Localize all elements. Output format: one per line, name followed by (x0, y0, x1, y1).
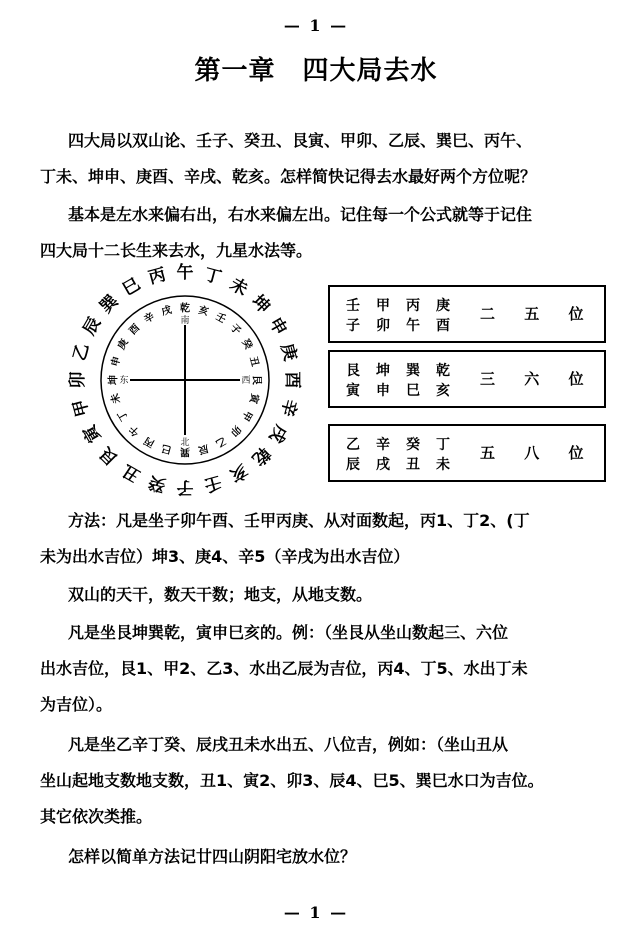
paragraph-line: 凡是坐艮坤巽乾，寅申巳亥的。例：（坐艮从坐山数起三、六位 (68, 623, 509, 642)
outer-ring-char: 壬 (201, 471, 224, 496)
inner-ring-char: 未 (109, 392, 124, 405)
compass-wheel-diagram (60, 255, 310, 505)
inner-ring-char: 艮 (250, 375, 262, 385)
paragraph-line: 怎样以简单方法记廿四山阴阳宅放水位？ (68, 847, 357, 866)
box-char: 乙 (346, 437, 360, 453)
box-char: 酉 (436, 318, 450, 334)
box-char: 巽 (406, 363, 420, 379)
paragraph-line: 其它依次类推。 (40, 807, 153, 826)
page-number-top: — 1 — (283, 16, 349, 35)
outer-ring-char: 巽 (96, 291, 123, 318)
box-char: 巳 (406, 383, 420, 399)
box-char: 戌 (376, 457, 390, 473)
paragraph-line: 丁未、坤申、庚酉、辛戌、乾亥。怎样简快记得去水最好两个方位呢？ (40, 167, 537, 186)
box-char: 壬 (346, 298, 360, 314)
direction-north: 北 (180, 438, 190, 448)
page-number-bottom: — 1 — (283, 903, 349, 922)
mountain-box (328, 285, 606, 343)
mountain-box (328, 350, 606, 408)
inner-ring-char: 丑 (246, 355, 261, 368)
box-result: 五 八 位 (480, 444, 596, 462)
inner-ring-char: 巳 (160, 441, 173, 456)
paragraph-line: 为吉位）。 (40, 695, 113, 714)
direction-east: 东 (119, 376, 129, 386)
outer-ring-char: 巳 (119, 274, 144, 301)
inner-ring-char: 午 (127, 422, 143, 438)
box-char: 子 (346, 318, 360, 334)
paragraph-line: 未为出水吉位）坤3、庚4、辛5（辛戌为出水吉位） (40, 547, 410, 566)
outer-ring-char: 丑 (119, 459, 144, 486)
inner-ring-char: 癸 (239, 337, 254, 352)
paragraph-line: 坐山起地支数地支数，丑1、寅2、卯3、辰4、巳5、巽巳水口为吉位。 (40, 771, 544, 790)
box-char: 丑 (406, 457, 420, 473)
box-result: 三 六 位 (480, 370, 596, 388)
outer-ring-char: 亥 (226, 459, 251, 486)
outer-ring-char: 辰 (79, 314, 106, 339)
outer-ring-char: 丁 (201, 264, 224, 289)
box-char: 丁 (436, 437, 450, 453)
outer-ring-char: 未 (226, 274, 251, 301)
inner-ring-char: 庚 (116, 337, 131, 352)
box-char: 未 (436, 457, 450, 473)
inner-ring-char: 乙 (213, 434, 228, 449)
outer-ring-char: 辛 (276, 396, 301, 419)
inner-ring-char: 乾 (180, 303, 190, 315)
inner-ring-char: 丙 (142, 434, 157, 449)
inner-ring-char: 巽 (180, 445, 190, 457)
box-char: 亥 (436, 383, 450, 399)
inner-ring-char: 壬 (213, 311, 228, 326)
outer-ring-char: 卯 (68, 371, 88, 389)
box-char: 癸 (406, 437, 420, 453)
chapter-title: 第一章 四大局去水 (194, 56, 438, 86)
outer-ring-char: 庚 (276, 341, 301, 364)
box-char: 丙 (406, 298, 420, 314)
outer-ring-char: 坤 (247, 291, 274, 318)
paragraph-line: 凡是坐乙辛丁癸、辰戌丑未水出五、八位吉，例如：（坐山丑从 (68, 735, 509, 754)
paragraph-line: 方法：凡是坐子卯午酉、壬甲丙庚、从对面数起，丙1、丁2、(丁 (68, 511, 530, 530)
outer-ring-char: 戌 (264, 421, 291, 446)
outer-ring-char: 寅 (79, 421, 106, 446)
box-char: 坤 (376, 363, 390, 379)
box-char: 庚 (436, 298, 450, 314)
inner-ring-char: 亥 (197, 304, 210, 319)
inner-ring-char: 辛 (142, 311, 157, 326)
inner-ring-char: 坤 (108, 375, 120, 385)
box-char: 甲 (376, 298, 390, 314)
paragraph-line: 四大局十二长生来去水，九星水法等。 (40, 241, 313, 260)
paragraph-line: 四大局以双山论、壬子、癸丑、艮寅、甲卯、乙辰、巽巳、丙午、 (68, 131, 533, 150)
outer-ring-char: 癸 (146, 471, 169, 496)
paragraph-line: 出水吉位，艮1、甲2、乙3、水出乙辰为吉位，丙4、丁5、水出丁未 (40, 659, 528, 678)
inner-ring-char: 丁 (116, 408, 131, 423)
box-char: 艮 (346, 363, 360, 379)
outer-ring-char: 乙 (69, 341, 94, 364)
box-result: 二 五 位 (480, 305, 596, 323)
inner-ring-char: 戌 (160, 304, 173, 319)
inner-ring-char: 卯 (227, 422, 243, 438)
box-char: 乾 (436, 363, 450, 379)
inner-ring-char: 申 (109, 355, 124, 368)
outer-ring-char: 申 (264, 314, 291, 339)
mountain-box (328, 424, 606, 482)
box-char: 寅 (346, 383, 360, 399)
box-char: 辛 (376, 437, 390, 453)
box-char: 申 (376, 383, 390, 399)
outer-ring-char: 午 (176, 262, 194, 283)
inner-ring-char: 辰 (197, 441, 210, 456)
inner-ring-char: 甲 (239, 408, 254, 423)
box-char: 午 (406, 318, 420, 334)
outer-ring-char: 乾 (247, 442, 274, 469)
paragraph-line: 基本是左水来偏右出，右水来偏左出。记住每一个公式就等于记住 (68, 205, 533, 224)
direction-south: 南 (180, 316, 190, 326)
outer-ring-char: 子 (176, 477, 194, 498)
inner-ring-char: 酉 (127, 322, 143, 338)
outer-ring-char: 甲 (69, 396, 94, 419)
outer-ring-char: 艮 (96, 442, 123, 469)
inner-ring-char: 子 (227, 322, 243, 338)
box-char: 辰 (346, 457, 360, 473)
outer-ring-char: 丙 (146, 264, 169, 289)
inner-ring-char: 寅 (246, 392, 261, 405)
paragraph-line: 双山的天干，数天干数；地支，从地支数。 (68, 585, 373, 604)
box-char: 卯 (376, 318, 390, 334)
outer-ring-char: 酉 (282, 371, 303, 389)
direction-west: 西 (241, 376, 251, 386)
